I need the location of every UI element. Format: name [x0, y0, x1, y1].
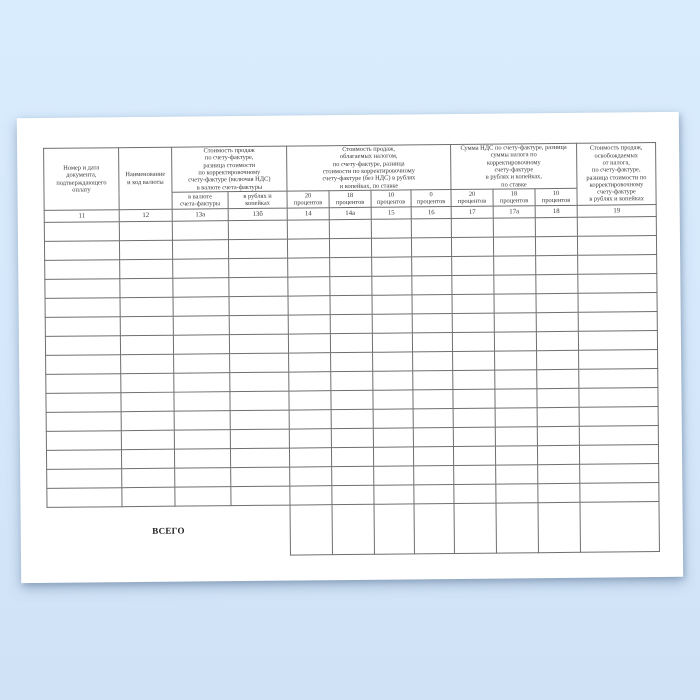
col-number: 14 — [287, 208, 329, 220]
empty-cell — [453, 408, 495, 427]
empty-cell — [174, 392, 230, 412]
empty-cell — [45, 317, 120, 337]
empty-cell — [537, 445, 579, 464]
col-number: 17 — [451, 206, 493, 218]
empty-cell — [414, 485, 454, 504]
empty-cell — [578, 331, 657, 351]
empty-cell — [329, 219, 371, 238]
empty-cell — [229, 334, 288, 354]
empty-cell — [536, 293, 578, 312]
empty-cell — [578, 312, 657, 332]
empty-cell — [495, 427, 537, 446]
subheader-15: 10 процентов — [371, 190, 411, 207]
empty-cell — [495, 370, 537, 389]
empty-cell — [494, 332, 536, 351]
empty-cell — [175, 468, 231, 488]
empty-cell — [579, 426, 658, 446]
empty-cell — [538, 483, 580, 502]
empty-cell — [172, 221, 228, 241]
col-number: 17а — [493, 206, 535, 218]
col-number: 13б — [228, 208, 287, 221]
empty-cell — [373, 390, 413, 409]
empty-cell — [289, 410, 331, 429]
total-cell — [538, 502, 580, 552]
empty-cell — [452, 256, 494, 275]
empty-cell — [452, 313, 494, 332]
empty-cell — [414, 466, 454, 485]
col-number: 16 — [411, 207, 451, 219]
col-number: 14а — [329, 207, 371, 219]
empty-cell — [47, 469, 122, 489]
empty-cell — [453, 351, 495, 370]
empty-cell — [46, 355, 121, 375]
empty-cell — [454, 484, 496, 503]
empty-cell — [289, 429, 331, 448]
empty-cell — [288, 334, 330, 353]
empty-cell — [537, 426, 579, 445]
empty-cell — [46, 374, 121, 394]
empty-cell — [580, 464, 659, 484]
header-group-row — [44, 143, 656, 194]
empty-cell — [120, 259, 173, 279]
total-cell — [332, 504, 374, 554]
empty-cell — [579, 350, 658, 370]
empty-cell — [329, 238, 371, 257]
empty-cell — [332, 485, 374, 504]
empty-cell — [330, 333, 372, 352]
empty-cell — [373, 447, 413, 466]
empty-cell — [174, 411, 230, 431]
empty-cell — [230, 448, 289, 468]
empty-cell — [494, 275, 536, 294]
empty-cell — [372, 276, 412, 295]
empty-cell — [413, 352, 453, 371]
total-cell — [580, 502, 659, 553]
header-group-14-16: Стоимость продаж, облагаемых налогом, по счету-фактуре, разница стоимости по корректировочному счету-фактуре (без НДС) в рублях и копейках, по ставке — [287, 145, 451, 192]
empty-cell — [577, 236, 656, 256]
empty-cell — [537, 369, 579, 388]
empty-cell — [174, 354, 230, 374]
total-cell — [414, 504, 454, 554]
empty-cell — [290, 486, 332, 505]
empty-cell — [121, 411, 174, 431]
subheader-17: 20 процентов — [451, 189, 493, 206]
subheader-13a: в валюте счета-фактуры — [172, 192, 228, 210]
empty-cell — [173, 259, 229, 279]
empty-cell — [536, 274, 578, 293]
subheader-16: 0 процентов — [411, 190, 451, 207]
total-row — [47, 502, 659, 558]
empty-cell — [578, 293, 657, 313]
empty-cell — [46, 431, 121, 451]
empty-cell — [173, 316, 229, 336]
empty-cell — [579, 369, 658, 389]
empty-cell — [231, 467, 290, 487]
empty-cell — [46, 393, 121, 413]
empty-cell — [371, 238, 411, 257]
empty-cell — [330, 257, 372, 276]
empty-cell — [45, 260, 120, 280]
empty-cell — [496, 465, 538, 484]
empty-cell — [121, 430, 174, 450]
empty-cell — [495, 351, 537, 370]
empty-cell — [229, 315, 288, 335]
empty-cell — [331, 371, 373, 390]
header-group-13: Стоимость продаж по счету-фактуре, разница стоимости по корректировочному счету-фактуре (включая НДС) в валюте счета-фактуры — [172, 146, 287, 192]
empty-cell — [412, 314, 452, 333]
total-cell — [454, 503, 496, 553]
empty-cell — [331, 447, 373, 466]
empty-cell — [229, 258, 288, 278]
empty-cell — [535, 236, 577, 255]
empty-cell — [289, 353, 331, 372]
col-number: 15 — [371, 207, 411, 219]
total-cell — [374, 504, 414, 554]
empty-cell — [371, 219, 411, 238]
empty-cell — [120, 278, 173, 298]
empty-cell — [451, 218, 493, 237]
empty-cell — [45, 279, 120, 299]
col-number: 13а — [172, 209, 228, 222]
empty-cell — [413, 428, 453, 447]
header-col-12: Наименование и код валюты — [119, 147, 173, 210]
empty-cell — [120, 316, 173, 336]
subheader-14a: 18 процентов — [329, 190, 371, 207]
empty-cell — [119, 240, 172, 260]
empty-cell — [331, 409, 373, 428]
empty-cell — [494, 256, 536, 275]
empty-cell — [174, 449, 230, 469]
col-number: 11 — [44, 210, 119, 223]
empty-cell — [45, 298, 120, 318]
total-cell — [496, 503, 538, 553]
header-group-17-18: Сумма НДС по счету-фактуре, разница суммы налога по корректировочному счету-фактуре в рублях и копейках, по ставке — [451, 143, 577, 189]
empty-cell — [174, 430, 230, 450]
empty-cell — [173, 297, 229, 317]
empty-cell — [373, 352, 413, 371]
empty-cell — [495, 408, 537, 427]
empty-cell — [579, 445, 658, 465]
empty-cell — [536, 331, 578, 350]
empty-cell — [374, 485, 414, 504]
empty-cell — [332, 466, 374, 485]
empty-cell — [538, 464, 580, 483]
empty-cell — [453, 427, 495, 446]
empty-cell — [577, 217, 656, 237]
empty-cell — [578, 274, 657, 294]
empty-cell — [173, 335, 229, 355]
empty-cell — [290, 467, 332, 486]
empty-cell — [230, 372, 289, 392]
header-col-11: Номер и дата документа, подтверждающего оплату — [44, 148, 120, 211]
empty-cell — [44, 222, 119, 242]
subheader-17a: 18 процентов — [493, 189, 535, 206]
empty-cell — [413, 390, 453, 409]
empty-cell — [287, 239, 329, 258]
empty-cell — [122, 468, 175, 488]
col-number: 18 — [535, 205, 577, 217]
empty-cell — [374, 466, 414, 485]
empty-cell — [230, 353, 289, 373]
empty-cell — [228, 220, 287, 240]
empty-cell — [579, 407, 658, 427]
total-cell — [290, 505, 332, 555]
empty-cell — [580, 483, 659, 503]
empty-cell — [412, 333, 452, 352]
empty-cell — [229, 277, 288, 297]
empty-cell — [45, 336, 120, 356]
total-label: ВСЕГО — [152, 525, 185, 537]
empty-cell — [454, 465, 496, 484]
empty-cell — [452, 332, 494, 351]
empty-cell — [536, 312, 578, 331]
empty-cell — [453, 370, 495, 389]
empty-cell — [330, 276, 372, 295]
empty-cell — [537, 388, 579, 407]
empty-cell — [289, 448, 331, 467]
empty-cell — [289, 372, 331, 391]
empty-cell — [451, 237, 493, 256]
empty-cell — [372, 333, 412, 352]
empty-cell — [452, 275, 494, 294]
empty-cell — [373, 409, 413, 428]
subheader-18: 10 процентов — [535, 188, 577, 205]
header-col-19: Стоимость продаж, освобождаемых от налога, по счету-фактуре, разница стоимости по корректировочному счету-фактуре в рублях и копейках — [577, 143, 657, 206]
empty-cell — [173, 278, 229, 298]
empty-cell — [230, 391, 289, 411]
empty-cell — [493, 237, 535, 256]
empty-cell — [373, 371, 413, 390]
empty-cell — [411, 238, 451, 257]
empty-cell — [228, 239, 287, 259]
empty-cell — [578, 255, 657, 275]
empty-cell — [288, 296, 330, 315]
empty-cell — [121, 373, 174, 393]
empty-cell — [411, 219, 451, 238]
empty-cell — [536, 255, 578, 274]
empty-cell — [537, 350, 579, 369]
empty-cell — [579, 388, 658, 408]
empty-cell — [495, 446, 537, 465]
paper-sheet — [17, 112, 683, 583]
empty-cell — [175, 487, 231, 507]
empty-cell — [331, 390, 373, 409]
empty-cell — [172, 240, 228, 260]
empty-cell — [330, 295, 372, 314]
empty-cell — [372, 295, 412, 314]
subheader-13b: в рублях и копейках — [228, 191, 287, 209]
empty-cell — [174, 373, 230, 393]
empty-cell — [373, 428, 413, 447]
empty-cell — [230, 410, 289, 430]
empty-cell — [412, 295, 452, 314]
empty-cell — [453, 389, 495, 408]
empty-cell — [46, 450, 121, 470]
empty-cell — [330, 314, 372, 333]
subheader-14: 20 процентов — [287, 191, 329, 208]
empty-cell — [331, 428, 373, 447]
empty-cell — [413, 371, 453, 390]
empty-cell — [120, 297, 173, 317]
empty-cell — [495, 389, 537, 408]
empty-cell — [413, 409, 453, 428]
empty-cell — [452, 294, 494, 313]
empty-cell — [413, 447, 453, 466]
empty-cell — [289, 391, 331, 410]
empty-cell — [46, 412, 121, 432]
col-number: 19 — [577, 205, 656, 218]
empty-cell — [372, 257, 412, 276]
empty-cell — [288, 258, 330, 277]
empty-cell — [493, 218, 535, 237]
empty-cell — [453, 446, 495, 465]
empty-cell — [288, 277, 330, 296]
empty-cell — [44, 241, 119, 261]
empty-cell — [494, 313, 536, 332]
empty-cell — [121, 354, 174, 374]
empty-cell — [122, 487, 175, 507]
empty-cell — [412, 276, 452, 295]
empty-cell — [121, 449, 174, 469]
empty-cell — [231, 486, 290, 506]
empty-cell — [120, 335, 173, 355]
empty-cell — [372, 314, 412, 333]
empty-cell — [537, 407, 579, 426]
empty-cell — [412, 257, 452, 276]
empty-cell — [287, 220, 329, 239]
empty-cell — [229, 296, 288, 316]
sales-book-table — [43, 142, 660, 558]
empty-cell — [288, 315, 330, 334]
col-number: 12 — [119, 209, 172, 222]
empty-cell — [331, 352, 373, 371]
empty-cell — [535, 217, 577, 236]
empty-cell — [496, 484, 538, 503]
empty-cell — [121, 392, 174, 412]
empty-cell — [494, 294, 536, 313]
empty-cell — [119, 221, 172, 241]
empty-cell — [230, 429, 289, 449]
empty-cell — [47, 488, 122, 508]
